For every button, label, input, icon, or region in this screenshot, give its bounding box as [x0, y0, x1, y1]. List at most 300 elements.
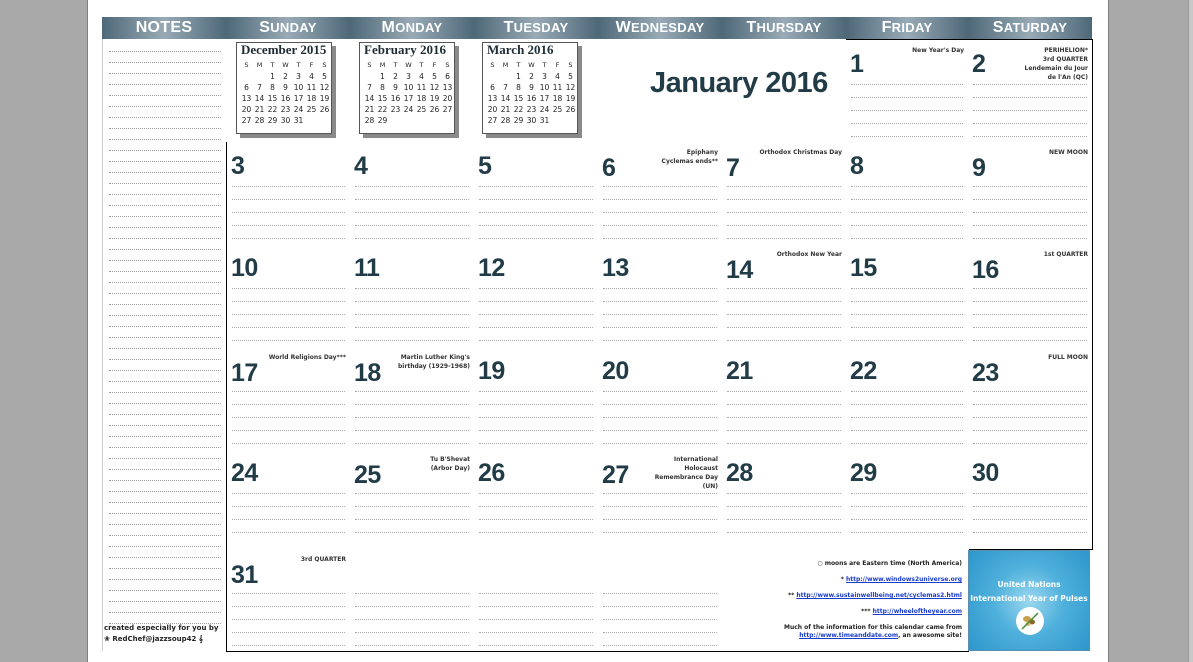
day-number: 16 — [972, 256, 999, 284]
mini-day: 12 — [319, 83, 330, 92]
day-number: 31 — [231, 561, 258, 589]
day-cell[interactable] — [226, 142, 351, 245]
mini-dow-label: S — [367, 61, 372, 69]
note-line — [109, 117, 221, 118]
note-line — [109, 568, 221, 569]
writing-line — [232, 314, 345, 315]
writing-line — [851, 391, 963, 392]
mini-dow-label: S — [490, 61, 495, 69]
header-saturday-initial: S — [992, 19, 1004, 36]
day-number: 7 — [726, 154, 740, 182]
footer-link3-row — [722, 608, 966, 624]
writing-line — [232, 186, 345, 187]
footer-link1-prefix: * — [840, 576, 846, 583]
mini-day: 13 — [442, 83, 453, 92]
writing-line — [603, 443, 717, 444]
day-event: New Year's Day — [912, 47, 964, 54]
writing-line — [479, 632, 593, 633]
note-line — [109, 106, 221, 107]
writing-line — [355, 288, 469, 289]
note-line — [109, 546, 221, 547]
writing-line — [355, 238, 469, 239]
note-line — [109, 359, 221, 360]
mini-dow-label: W — [528, 61, 535, 69]
day-number: 3 — [231, 152, 245, 180]
mini-day: 5 — [432, 72, 437, 81]
day-cell[interactable] — [846, 142, 969, 245]
writing-line — [851, 110, 963, 111]
day-event: FULL MOON — [1048, 354, 1088, 361]
writing-line — [603, 493, 717, 494]
writing-line — [355, 340, 469, 341]
day-cell[interactable] — [722, 244, 847, 348]
mini-day — [551, 115, 564, 126]
writing-line — [973, 404, 1087, 405]
writing-line — [232, 225, 345, 226]
day-cell[interactable] — [474, 142, 599, 245]
day-cell[interactable] — [350, 449, 475, 550]
mini-calendar-title: December 2015 — [241, 42, 327, 57]
writing-line — [232, 532, 345, 533]
day-cell[interactable] — [598, 244, 723, 348]
empty-day-cell[interactable] — [474, 549, 599, 652]
note-line — [109, 381, 221, 382]
writing-line — [603, 391, 717, 392]
mini-dow-label: M — [379, 61, 386, 69]
credit-text — [104, 623, 224, 645]
mini-day: 8 — [270, 83, 275, 92]
mini-day: 31 — [539, 116, 550, 125]
writing-line — [232, 238, 345, 239]
mini-day: 3 — [406, 72, 411, 81]
writing-line — [603, 340, 717, 341]
writing-line — [355, 619, 469, 620]
note-line — [109, 194, 221, 195]
link-windows2universe[interactable]: http://www.windows2universe.org — [845, 576, 962, 583]
mini-day: 27 — [442, 105, 453, 114]
writing-line — [727, 506, 841, 507]
note-line — [109, 502, 221, 503]
day-number: 12 — [478, 254, 505, 282]
writing-line — [232, 519, 345, 520]
mini-dow-label: T — [542, 61, 547, 69]
link-timeanddate[interactable]: http://www.timeanddate.com — [799, 632, 899, 639]
writing-line — [973, 417, 1087, 418]
credit-author: RedChef@jazzsoup42 — [112, 635, 197, 643]
note-line — [109, 612, 221, 613]
mini-day: 6 — [445, 72, 450, 81]
mini-day: 15 — [377, 94, 388, 103]
writing-line — [479, 199, 593, 200]
day-number: 29 — [850, 459, 877, 487]
day-cell[interactable] — [598, 347, 723, 450]
writing-line — [973, 314, 1087, 315]
writing-line — [851, 288, 963, 289]
day-number: 15 — [850, 254, 877, 282]
mini-day: 18 — [416, 94, 427, 103]
day-event: International Holocaust Remembrance Day (UN) — [654, 456, 718, 490]
note-line — [109, 315, 221, 316]
note-line — [109, 205, 221, 206]
mini-day: 22 — [513, 105, 524, 114]
day-cell[interactable] — [598, 449, 723, 550]
day-cell[interactable] — [226, 244, 351, 348]
writing-line — [232, 506, 345, 507]
writing-line — [851, 327, 963, 328]
notes-column[interactable] — [102, 39, 226, 651]
writing-line — [479, 404, 593, 405]
day-cell[interactable] — [226, 347, 351, 450]
day-cell[interactable] — [968, 142, 1093, 245]
day-cell[interactable] — [474, 347, 599, 450]
footer-moons-text: moons are Eastern time (North America) — [824, 560, 962, 567]
writing-line — [355, 493, 469, 494]
writing-line — [603, 186, 717, 187]
writing-line — [851, 238, 963, 239]
writing-line — [603, 645, 717, 646]
note-line — [109, 601, 221, 602]
mini-calendar-title: March 2016 — [487, 42, 554, 57]
writing-line — [479, 391, 593, 392]
day-cell[interactable] — [846, 449, 969, 550]
footer-link1-row — [722, 576, 966, 592]
note-line — [109, 293, 221, 294]
writing-line — [851, 493, 963, 494]
day-cell[interactable] — [722, 449, 847, 550]
writing-line — [232, 443, 345, 444]
mini-day: 23 — [390, 105, 401, 114]
day-cell[interactable] — [226, 549, 351, 652]
mini-day: 21 — [364, 105, 375, 114]
day-cell[interactable] — [846, 347, 969, 450]
mini-day: 2 — [393, 72, 398, 81]
day-cell[interactable] — [846, 244, 969, 348]
day-number: 25 — [354, 461, 381, 489]
writing-line — [973, 136, 1087, 137]
note-line — [109, 480, 221, 481]
day-event: 1st QUARTER — [1043, 251, 1088, 258]
note-line — [109, 150, 221, 151]
day-number: 22 — [850, 357, 877, 385]
writing-line — [232, 493, 345, 494]
mini-day: 24 — [539, 105, 550, 114]
note-line — [109, 469, 221, 470]
writing-line — [232, 619, 345, 620]
writing-line — [479, 430, 593, 431]
footer-link3-prefix: *** — [861, 608, 873, 615]
writing-line — [973, 288, 1087, 289]
day-cell[interactable] — [350, 347, 475, 450]
day-cell[interactable] — [474, 244, 599, 348]
header-wednesday-initial: W — [615, 19, 631, 36]
day-number: 26 — [478, 459, 505, 487]
mini-day: 19 — [565, 94, 576, 103]
writing-line — [851, 301, 963, 302]
mini-calendar-title: February 2016 — [364, 42, 446, 57]
mini-dow-label: T — [419, 61, 424, 69]
mini-day: 7 — [503, 83, 508, 92]
note-line — [109, 590, 221, 591]
day-event: Martin Luther King's birthday (1929-1968) — [398, 354, 470, 370]
mini-dow-label: S — [322, 61, 327, 69]
writing-line — [727, 443, 841, 444]
mini-dow-label: T — [296, 61, 301, 69]
day-cell[interactable] — [226, 449, 351, 550]
writing-line — [479, 417, 593, 418]
mini-day: 10 — [403, 83, 414, 92]
writing-line — [851, 186, 963, 187]
mini-day: 26 — [319, 105, 330, 114]
writing-line — [973, 301, 1087, 302]
mini-calendar-grid — [240, 60, 331, 126]
writing-line — [727, 314, 841, 315]
mini-day: 15 — [513, 94, 524, 103]
footer-link2-prefix: ** — [788, 592, 797, 599]
day-cell[interactable] — [968, 347, 1093, 450]
mini-day: 7 — [257, 83, 262, 92]
day-number: 13 — [602, 254, 629, 282]
un-line-1: United Nations — [997, 580, 1061, 589]
header-monday-initial: M — [381, 19, 396, 36]
mini-dow-label: W — [282, 61, 289, 69]
writing-line — [355, 225, 469, 226]
mini-day: 12 — [565, 83, 576, 92]
writing-line — [355, 430, 469, 431]
note-line — [109, 84, 221, 85]
mini-day: 10 — [293, 83, 304, 92]
mini-day: 1 — [516, 72, 521, 81]
note-line — [109, 392, 221, 393]
writing-line — [727, 340, 841, 341]
note-line — [109, 491, 221, 492]
mini-day: 14 — [254, 94, 265, 103]
mini-day: 25 — [552, 105, 563, 114]
mini-dow-label: M — [256, 61, 263, 69]
day-number: 23 — [972, 359, 999, 387]
writing-line — [851, 136, 963, 137]
day-cell[interactable] — [350, 142, 475, 245]
mini-day: 29 — [513, 116, 524, 125]
mini-day: 12 — [429, 83, 440, 92]
writing-line — [851, 417, 963, 418]
note-line — [109, 172, 221, 173]
mini-day: 7 — [367, 83, 372, 92]
writing-line — [479, 238, 593, 239]
mini-day: 13 — [487, 94, 498, 103]
writing-line — [727, 199, 841, 200]
writing-line — [232, 288, 345, 289]
scrollbar-strip[interactable] — [1188, 0, 1193, 662]
writing-line — [232, 645, 345, 646]
mini-calendar-march-2016 — [482, 42, 578, 134]
mini-day: 30 — [280, 116, 291, 125]
day-cell[interactable] — [968, 244, 1093, 348]
mini-day — [253, 71, 266, 82]
footer-link2-row — [722, 592, 966, 608]
mini-dow-label: M — [502, 61, 509, 69]
writing-line — [479, 519, 593, 520]
writing-line — [479, 606, 593, 607]
mini-day: 19 — [319, 94, 330, 103]
writing-line — [727, 404, 841, 405]
writing-line — [727, 430, 841, 431]
mini-dow-label: F — [555, 61, 560, 69]
mini-calendar-grid — [486, 60, 577, 126]
note-line — [109, 337, 221, 338]
writing-line — [603, 238, 717, 239]
writing-line — [355, 443, 469, 444]
mini-day: 11 — [552, 83, 563, 92]
note-line — [109, 425, 221, 426]
mini-dow-label: T — [270, 61, 275, 69]
writing-line — [479, 506, 593, 507]
day-number: 6 — [602, 154, 616, 182]
mini-day — [402, 115, 415, 126]
pulses-logo-icon — [1016, 607, 1044, 635]
note-line — [109, 238, 221, 239]
writing-line — [851, 225, 963, 226]
mini-day: 4 — [419, 72, 424, 81]
day-cell[interactable] — [598, 142, 723, 245]
mini-day — [318, 115, 331, 126]
writing-line — [851, 84, 963, 85]
day-number: 5 — [478, 152, 492, 180]
header-sunday-rest: UNDAY — [270, 20, 317, 35]
note-line — [109, 436, 221, 437]
note-line — [109, 128, 221, 129]
mini-day: 2 — [283, 72, 288, 81]
empty-day-cell[interactable] — [598, 549, 723, 652]
link-wheeloftheyear[interactable]: http://wheeloftheyear.com — [872, 608, 962, 615]
writing-line — [603, 212, 717, 213]
note-line — [109, 370, 221, 371]
day-cell[interactable] — [968, 39, 1093, 143]
header-friday-initial: F — [881, 19, 892, 36]
year-of-pulses-box — [968, 550, 1090, 651]
writing-line — [973, 532, 1087, 533]
day-cell[interactable] — [722, 347, 847, 450]
day-cell[interactable] — [350, 244, 475, 348]
mini-day: 9 — [529, 83, 534, 92]
mini-day: 23 — [526, 105, 537, 114]
writing-line — [973, 238, 1087, 239]
mini-day — [389, 115, 402, 126]
writing-line — [232, 606, 345, 607]
mini-day: 19 — [429, 94, 440, 103]
writing-line — [479, 186, 593, 187]
day-number: 11 — [354, 254, 380, 282]
note-line — [109, 557, 221, 558]
mini-day: 16 — [526, 94, 537, 103]
mini-day: 18 — [552, 94, 563, 103]
writing-line — [973, 519, 1087, 520]
mini-day: 21 — [500, 105, 511, 114]
writing-line — [727, 532, 841, 533]
day-number: 2 — [972, 50, 986, 78]
writing-line — [851, 506, 963, 507]
mini-dow-label: S — [244, 61, 249, 69]
footer-moons — [722, 560, 966, 576]
mini-day: 24 — [293, 105, 304, 114]
writing-line — [727, 301, 841, 302]
mini-day: 21 — [254, 105, 265, 114]
mini-day: 17 — [403, 94, 414, 103]
mini-day — [415, 115, 428, 126]
writing-line — [973, 110, 1087, 111]
mini-calendar-grid — [363, 60, 454, 126]
mini-day: 25 — [416, 105, 427, 114]
writing-line — [727, 417, 841, 418]
day-number: 9 — [972, 154, 986, 182]
header-monday-rest: ONDAY — [395, 20, 443, 35]
writing-line — [727, 225, 841, 226]
writing-line — [479, 493, 593, 494]
writing-line — [232, 301, 345, 302]
day-number: 21 — [726, 357, 753, 385]
moon-icon: ○ — [817, 560, 823, 567]
mini-day — [363, 71, 376, 82]
writing-line — [603, 632, 717, 633]
mini-dow-label: S — [568, 61, 573, 69]
mini-day: 26 — [429, 105, 440, 114]
day-cell[interactable] — [474, 449, 599, 550]
mini-day: 5 — [322, 72, 327, 81]
day-event: PERIHELION* 3rd QUARTER Lendemain du Jour de l'An (QC) — [1024, 47, 1088, 81]
note-line — [109, 95, 221, 96]
note-line — [109, 403, 221, 404]
day-cell[interactable] — [846, 39, 969, 143]
writing-line — [973, 84, 1087, 85]
mini-day — [564, 115, 577, 126]
writing-line — [973, 199, 1087, 200]
day-event: Orthodox New Year — [776, 251, 842, 258]
note-line — [109, 51, 221, 52]
writing-line — [851, 443, 963, 444]
note-line — [109, 304, 221, 305]
writing-line — [851, 97, 963, 98]
link-sustainwellbeing[interactable]: http://www.sustainwellbeing.net/cyclemas2.html — [796, 592, 962, 599]
note-line — [109, 216, 221, 217]
writing-line — [232, 212, 345, 213]
writing-line — [232, 430, 345, 431]
writing-line — [973, 443, 1087, 444]
writing-line — [479, 619, 593, 620]
mini-calendar-december-2015 — [236, 42, 332, 134]
mini-day: 29 — [267, 116, 278, 125]
header-wednesday — [598, 17, 722, 39]
empty-day-cell[interactable] — [350, 549, 475, 652]
note-line — [109, 524, 221, 525]
day-number: 28 — [726, 459, 753, 487]
day-cell[interactable] — [968, 449, 1093, 550]
writing-line — [727, 288, 841, 289]
mini-day: 14 — [500, 94, 511, 103]
note-line — [109, 249, 221, 250]
mini-day: 29 — [377, 116, 388, 125]
mini-day: 31 — [293, 116, 304, 125]
day-cell[interactable] — [722, 142, 847, 245]
mini-day: 28 — [254, 116, 265, 125]
writing-line — [355, 327, 469, 328]
month-title: January 2016 — [650, 67, 828, 99]
mini-dow-label: W — [405, 61, 412, 69]
mini-day: 8 — [516, 83, 521, 92]
writing-line — [479, 212, 593, 213]
writing-line — [603, 225, 717, 226]
mini-day: 13 — [241, 94, 252, 103]
mini-day: 10 — [539, 83, 550, 92]
note-line — [109, 73, 221, 74]
